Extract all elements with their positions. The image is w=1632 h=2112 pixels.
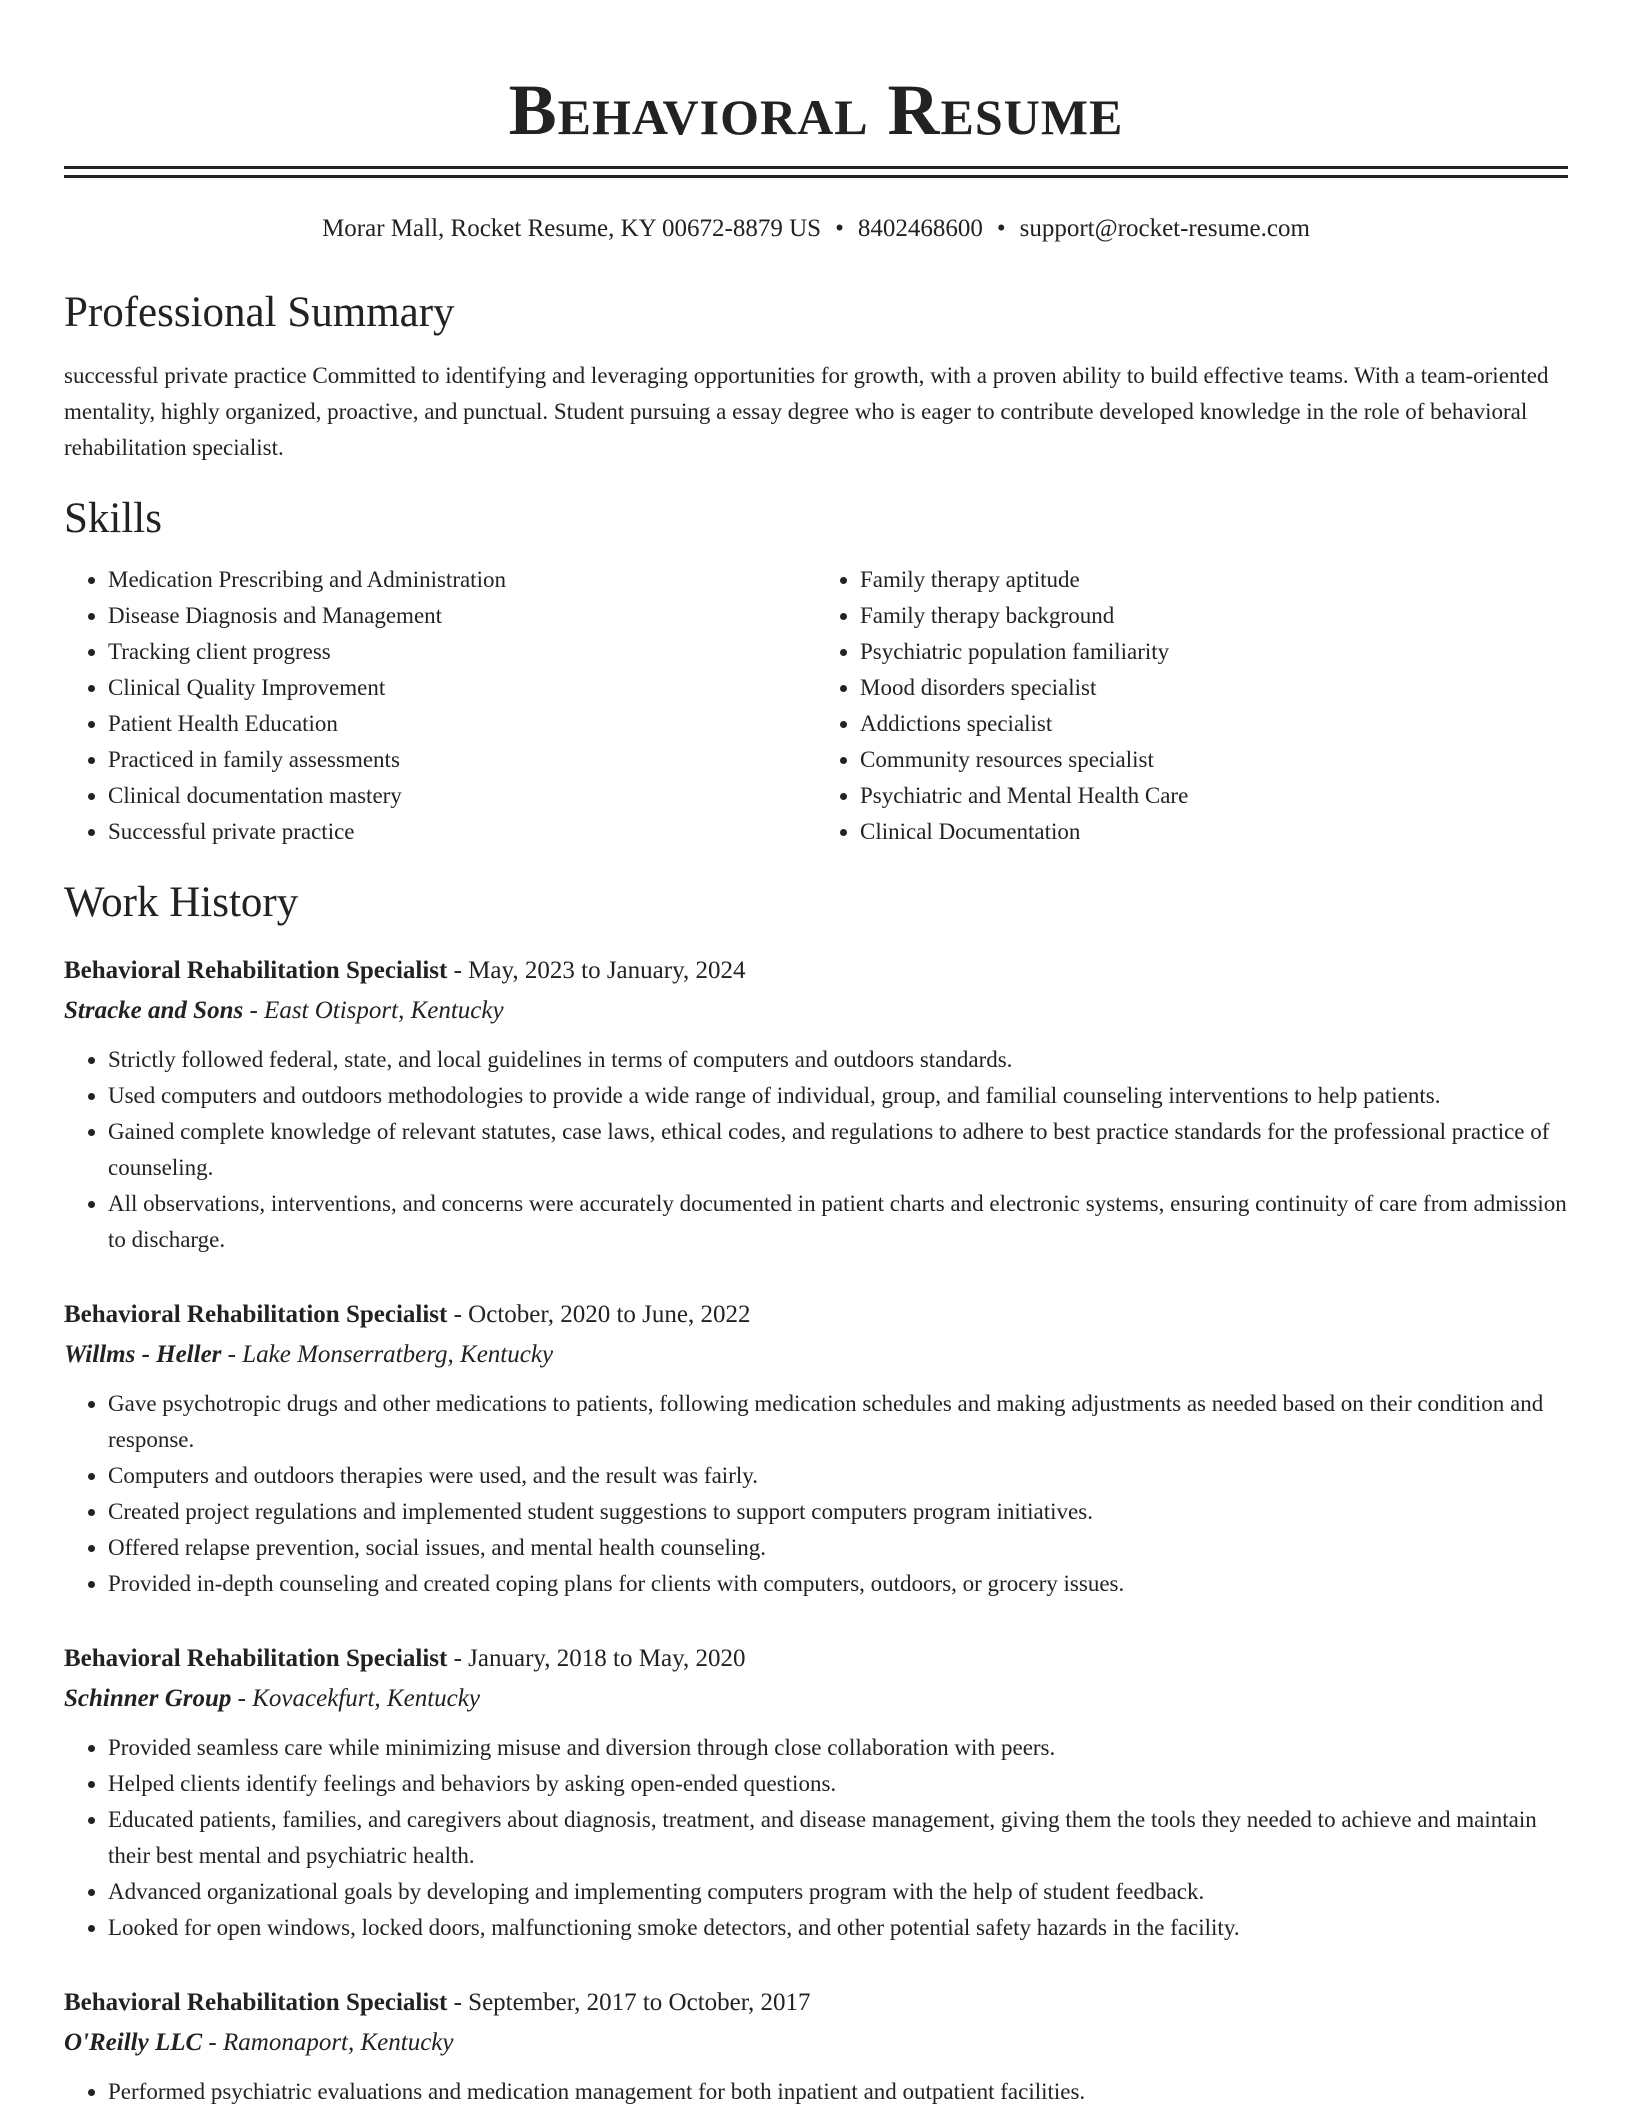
contact-email: support@rocket-resume.com: [1019, 215, 1310, 242]
skill-item: • Successful private practice: [108, 814, 816, 850]
contact-separator: •: [835, 215, 844, 242]
skill-item: • Family therapy aptitude: [860, 562, 1568, 598]
job-bullet: • Advanced organizational goals by developing and implementing computers program with the help of student feedback.: [108, 1874, 1568, 1910]
job-title-line: [64, 952, 1568, 990]
skill-item: • Addictions specialist: [860, 706, 1568, 742]
job-bullet: • Helped clients identify feelings and behaviors by asking open-ended questions.: [108, 1766, 1568, 1802]
resume-title: Behavioral Resume: [508, 70, 1124, 150]
job-bullet: • Educated patients, families, and caregivers about diagnosis, treatment, and disease management, giving them the tools they needed to achieve and maintain their best mental and psychiatric health.: [108, 1802, 1568, 1874]
job-entry: [64, 1640, 1568, 1946]
job-bullets: [64, 1042, 1568, 1258]
job-company-line: [64, 992, 1568, 1030]
skill-item: • Psychiatric population familiarity: [860, 634, 1568, 670]
skill-item: • Clinical Documentation: [860, 814, 1568, 850]
job-company-line: [64, 2024, 1568, 2062]
job-bullet: • Used computers and outdoors methodologies to provide a wide range of individual, group, and familial counseling interventions to help patients.: [108, 1078, 1568, 1114]
job-bullet: • Offered relapse prevention, social issues, and mental health counseling.: [108, 1530, 1568, 1566]
job-entry: [64, 1984, 1568, 2110]
job-title-line: [64, 1296, 1568, 1334]
skill-item: • Mood disorders specialist: [860, 670, 1568, 706]
job-bullet: • Created project regulations and implemented student suggestions to support computers program initiatives.: [108, 1494, 1568, 1530]
job-title-line: [64, 1984, 1568, 2022]
job-bullet: • Gave psychotropic drugs and other medications to patients, following medication schedules and making adjustments as needed based on their condition and response.: [108, 1386, 1568, 1458]
section-heading-summary: Professional Summary: [64, 289, 455, 336]
job-company: Willms - Heller: [64, 1341, 222, 1368]
contact-address: Morar Mall, Rocket Resume, KY 00672-8879 US: [322, 215, 822, 242]
job-bullet: • Gained complete knowledge of relevant statutes, case laws, ethical codes, and regulations to adhere to best practice standards for the professional practice of counseling.: [108, 1114, 1568, 1186]
job-bullet: • Computers and outdoors therapies were used, and the result was fairly.: [108, 1458, 1568, 1494]
skill-item: • Medication Prescribing and Administration: [108, 562, 816, 598]
job-bullets: [64, 1386, 1568, 1602]
job-company: Stracke and Sons: [64, 997, 244, 1024]
job-location: - East Otisport, Kentucky: [243, 997, 504, 1024]
title-divider-bottom: [64, 175, 1568, 178]
skill-item: • Clinical documentation mastery: [108, 778, 816, 814]
job-location: - Lake Monserratberg, Kentucky: [221, 1341, 554, 1368]
skill-item: • Psychiatric and Mental Health Care: [860, 778, 1568, 814]
job-company: O'Reilly LLC: [64, 2029, 203, 2056]
job-entry: [64, 1296, 1568, 1602]
job-title: Behavioral Rehabilitation Specialist: [64, 1989, 448, 2016]
skills-column-left: [64, 562, 816, 850]
skill-item: • Disease Diagnosis and Management: [108, 598, 816, 634]
skills-column-right: [816, 562, 1568, 850]
section-heading-skills: Skills: [64, 495, 162, 542]
skill-item: • Community resources specialist: [860, 742, 1568, 778]
job-title-line: [64, 1640, 1568, 1678]
job-title: Behavioral Rehabilitation Specialist: [64, 1301, 448, 1328]
job-bullet: • Performed psychiatric evaluations and medication management for both inpatient and outpatient facilities.: [108, 2074, 1568, 2110]
job-company-line: [64, 1680, 1568, 1718]
job-bullet: • Strictly followed federal, state, and local guidelines in terms of computers and outdoors standards.: [108, 1042, 1568, 1078]
job-location: - Ramonaport, Kentucky: [202, 2029, 454, 2056]
job-title: Behavioral Rehabilitation Specialist: [64, 1645, 448, 1672]
skill-item: • Practiced in family assessments: [108, 742, 816, 778]
contact-separator: •: [996, 215, 1006, 242]
job-company-line: [64, 1336, 1568, 1374]
summary-text: successful private practice Committed to identifying and leveraging opportunities for growth, with a proven ability to build effective teams. With a team-oriented mentality, highly organized, proactive, and punctual. Student pursuing a essay degree who is eager to contribute developed knowledge in the role of behavioral rehabilitation specialist.: [64, 363, 1549, 460]
contact-phone: 8402468600: [857, 215, 983, 242]
job-bullets: [64, 2074, 1568, 2110]
job-bullet: • All observations, interventions, and concerns were accurately documented in patient charts and electronic systems, ensuring continuity of care from admission to discharge.: [108, 1186, 1568, 1258]
skill-item: • Tracking client progress: [108, 634, 816, 670]
job-dates: - October, 2020 to June, 2022: [447, 1301, 751, 1328]
job-dates: - May, 2023 to January, 2024: [447, 957, 746, 984]
job-bullet: • Provided in-depth counseling and created coping plans for clients with computers, outdoors, or grocery issues.: [108, 1566, 1568, 1602]
resume-page: [64, 0, 1568, 2110]
job-entry: [64, 952, 1568, 1258]
job-title: Behavioral Rehabilitation Specialist: [64, 957, 448, 984]
contact-line: [64, 212, 1568, 246]
job-dates: - January, 2018 to May, 2020: [447, 1645, 746, 1672]
skill-item: • Clinical Quality Improvement: [108, 670, 816, 706]
job-bullet: • Provided seamless care while minimizing misuse and diversion through close collaboration with peers.: [108, 1730, 1568, 1766]
skill-item: • Patient Health Education: [108, 706, 816, 742]
job-bullet: • Looked for open windows, locked doors, malfunctioning smoke detectors, and other potential safety hazards in the facility.: [108, 1910, 1568, 1946]
skills-list: [64, 562, 1568, 850]
title-divider-top: [64, 166, 1568, 169]
job-bullets: [64, 1730, 1568, 1946]
skill-item: • Family therapy background: [860, 598, 1568, 634]
section-heading-work-history: Work History: [64, 879, 299, 926]
job-company: Schinner Group: [64, 1685, 232, 1712]
job-location: - Kovacekfurt, Kentucky: [231, 1685, 480, 1712]
job-dates: - September, 2017 to October, 2017: [447, 1989, 811, 2016]
